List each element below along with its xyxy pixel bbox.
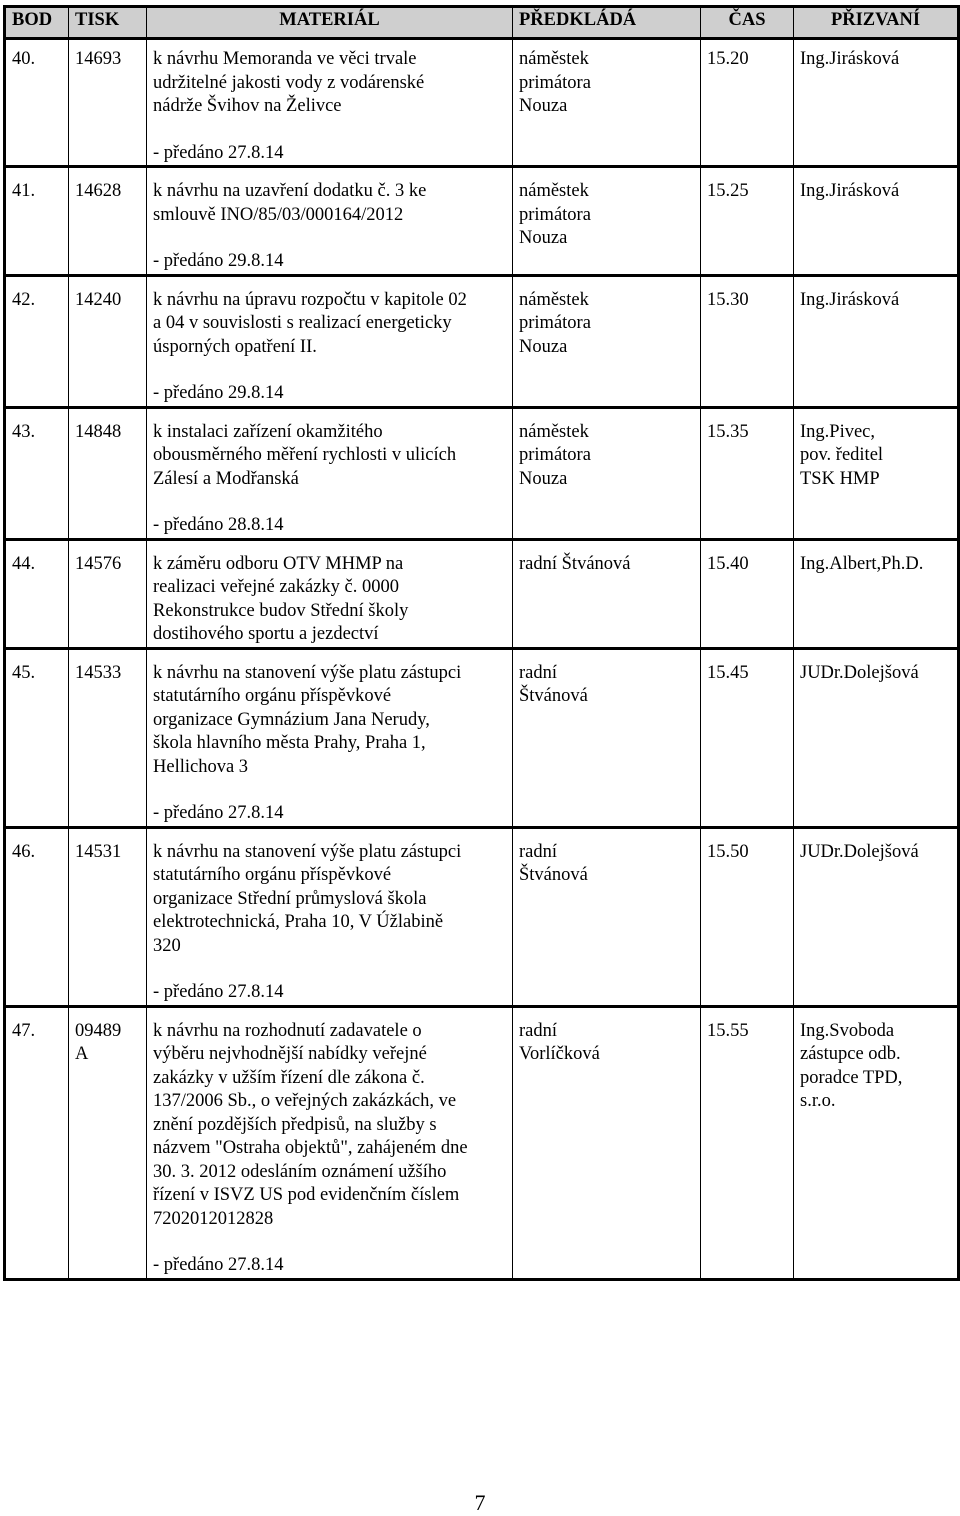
cell-bod-text: 47. — [12, 1020, 36, 1041]
cell-predklada-text: radní Štvánová — [519, 841, 588, 885]
agenda-row — [5, 167, 959, 276]
cell-material-text: k návrhu na stanovení výše platu zástupci statutárního orgánu příspěvkové organizace Gymnázium Jana Nerudy, škola hlavního města Prahy, Praha 1, Hellichova 3 — [153, 662, 462, 777]
cell-prizvani-text: Ing.Albert,Ph.D. — [800, 553, 924, 574]
agenda-body — [5, 39, 959, 1280]
cell-prizvani-text: JUDr.Dolejšová — [800, 841, 919, 862]
cell-bod-text: 42. — [12, 289, 36, 310]
cell-prizvani-text: Ing.Pivec, pov. ředitel TSK HMP — [800, 421, 884, 489]
cell-cas — [701, 167, 794, 276]
cell-predklada-text: náměstek primátora Nouza — [519, 181, 591, 248]
cell-prizvani — [794, 827, 959, 1006]
handed-date: - předáno 28.8.14 — [153, 515, 284, 535]
cell-tisk-text: 14628 — [75, 181, 122, 201]
cell-prizvani — [794, 1006, 959, 1279]
agenda-table — [3, 5, 960, 1281]
cell-bod-text: 45. — [12, 662, 36, 683]
cell-tisk-text: 09489 A — [75, 1020, 122, 1064]
cell-predklada — [513, 827, 701, 1006]
cell-tisk-text: 14531 — [75, 841, 122, 862]
cell-tisk — [69, 1006, 147, 1279]
cell-cas — [701, 1006, 794, 1279]
header-predklada: PŘEDKLÁDÁ — [513, 7, 701, 39]
cell-material — [147, 827, 513, 1006]
cell-predklada-text: radní Vorlíčková — [519, 1020, 600, 1064]
cell-bod — [5, 167, 69, 276]
page-number: 7 — [474, 1490, 486, 1515]
cell-prizvani-text: Ing.Jirásková — [800, 49, 900, 69]
header-prizvani: PŘIZVANÍ — [794, 7, 959, 39]
handed-date: - předáno 29.8.14 — [153, 251, 284, 271]
cell-tisk — [69, 539, 147, 648]
cell-bod — [5, 275, 69, 407]
cell-tisk — [69, 275, 147, 407]
cell-bod — [5, 39, 69, 167]
cell-cas — [701, 539, 794, 648]
cell-bod — [5, 648, 69, 827]
cell-predklada — [513, 39, 701, 167]
header-row — [5, 7, 959, 39]
cell-bod — [5, 827, 69, 1006]
cell-predklada-text: náměstek primátora Nouza — [519, 421, 591, 489]
handed-date: - předáno 27.8.14 — [153, 982, 284, 1002]
cell-prizvani-text: Ing.Jirásková — [800, 289, 900, 310]
cell-bod-text: 44. — [12, 553, 36, 574]
cell-material-text: k návrhu na stanovení výše platu zástupci statutárního orgánu příspěvkové organizace Střední průmyslová škola elektrotechnická, Praha 10, V Úžlabině 320 — [153, 841, 462, 956]
cell-cas — [701, 648, 794, 827]
cell-material — [147, 407, 513, 539]
cell-predklada-text: radní Štvánová — [519, 662, 588, 706]
cell-material — [147, 275, 513, 407]
cell-prizvani — [794, 167, 959, 276]
cell-bod-text: 46. — [12, 841, 36, 862]
cell-prizvani — [794, 407, 959, 539]
cell-cas — [701, 39, 794, 167]
cell-tisk-text: 14533 — [75, 662, 122, 683]
agenda-row — [5, 39, 959, 167]
cell-predklada — [513, 167, 701, 276]
cell-bod-text: 41. — [12, 181, 36, 201]
cell-bod-text: 40. — [12, 49, 36, 69]
cell-tisk — [69, 407, 147, 539]
cell-prizvani-text: Ing.Svoboda zástupce odb. poradce TPD, s.r.o. — [800, 1020, 903, 1111]
cell-cas-text: 15.45 — [707, 662, 749, 683]
header-material: MATERIÁL — [147, 7, 513, 39]
cell-cas — [701, 275, 794, 407]
cell-cas-text: 15.25 — [707, 181, 749, 201]
cell-material — [147, 648, 513, 827]
handed-date: - předáno 27.8.14 — [153, 142, 284, 163]
cell-tisk — [69, 648, 147, 827]
cell-cas-text: 15.20 — [707, 49, 749, 69]
cell-predklada — [513, 275, 701, 407]
cell-predklada — [513, 407, 701, 539]
cell-tisk — [69, 167, 147, 276]
cell-prizvani-text: JUDr.Dolejšová — [800, 662, 919, 683]
cell-material-text: k návrhu Memoranda ve věci trvale udržitelné jakosti vody z vodárenské nádrže Švihov na Želivce — [153, 49, 425, 116]
cell-cas-text: 15.55 — [707, 1020, 749, 1041]
agenda-row — [5, 275, 959, 407]
handed-date: - předáno 29.8.14 — [153, 383, 284, 403]
agenda-row — [5, 539, 959, 648]
cell-material — [147, 39, 513, 167]
cell-tisk — [69, 39, 147, 167]
cell-tisk-text: 14693 — [75, 49, 122, 69]
cell-cas-text: 15.50 — [707, 841, 749, 862]
cell-cas-text: 15.35 — [707, 421, 749, 442]
cell-cas — [701, 827, 794, 1006]
cell-predklada — [513, 539, 701, 648]
agenda-row — [5, 827, 959, 1006]
agenda-header — [5, 7, 959, 39]
header-bod: BOD — [5, 7, 69, 39]
cell-prizvani — [794, 539, 959, 648]
cell-material-text: k návrhu na uzavření dodatku č. 3 ke smlouvě INO/85/03/000164/2012 — [153, 181, 427, 225]
header-cas: ČAS — [701, 7, 794, 39]
cell-predklada-text: náměstek primátora Nouza — [519, 49, 591, 116]
cell-prizvani — [794, 39, 959, 167]
cell-bod — [5, 539, 69, 648]
cell-predklada — [513, 648, 701, 827]
cell-tisk-text: 14240 — [75, 289, 122, 310]
cell-tisk-text: 14848 — [75, 421, 122, 442]
cell-tisk — [69, 827, 147, 1006]
cell-prizvani — [794, 648, 959, 827]
cell-material-text: k instalaci zařízení okamžitého obousměrného měření rychlosti v ulicích Zálesí a Modřanská — [153, 421, 457, 489]
cell-prizvani — [794, 275, 959, 407]
cell-predklada-text: náměstek primátora Nouza — [519, 289, 591, 357]
cell-bod — [5, 1006, 69, 1279]
cell-material — [147, 1006, 513, 1279]
handed-date: - předáno 27.8.14 — [153, 803, 284, 823]
cell-material-text: k návrhu na úpravu rozpočtu v kapitole 02 a 04 v souvislosti s realizací energeticky úsporných opatření II. — [153, 289, 467, 357]
agenda-row — [5, 1006, 959, 1279]
cell-cas-text: 15.30 — [707, 289, 749, 310]
cell-predklada — [513, 1006, 701, 1279]
cell-material — [147, 167, 513, 276]
cell-material-text: k záměru odboru OTV MHMP na realizaci veřejné zakázky č. 0000 Rekonstrukce budov Střední školy dostihového sportu a jezdectví — [153, 553, 409, 644]
cell-cas-text: 15.40 — [707, 553, 749, 574]
cell-cas — [701, 407, 794, 539]
cell-bod-text: 43. — [12, 421, 36, 442]
cell-prizvani-text: Ing.Jirásková — [800, 181, 900, 201]
cell-tisk-text: 14576 — [75, 553, 122, 574]
cell-predklada-text: radní Štvánová — [519, 553, 631, 574]
cell-bod — [5, 407, 69, 539]
agenda-row — [5, 407, 959, 539]
cell-material — [147, 539, 513, 648]
agenda-row — [5, 648, 959, 827]
header-tisk: TISK — [69, 7, 147, 39]
handed-date: - předáno 27.8.14 — [153, 1255, 284, 1275]
cell-material-text: k návrhu na rozhodnutí zadavatele o výběru nejvhodnější nabídky veřejné zakázky v užším řízení dle zákona č. 137/2006 Sb., o veřejných zakázkách, ve znění pozdějších předpisů, na služby s názvem "Ostraha objektů", zahájeném dne 30. 3. 2012 odesláním oznámení užšího řízení v ISVZ US pod evidenčním číslem 7202012012828 — [153, 1020, 468, 1229]
